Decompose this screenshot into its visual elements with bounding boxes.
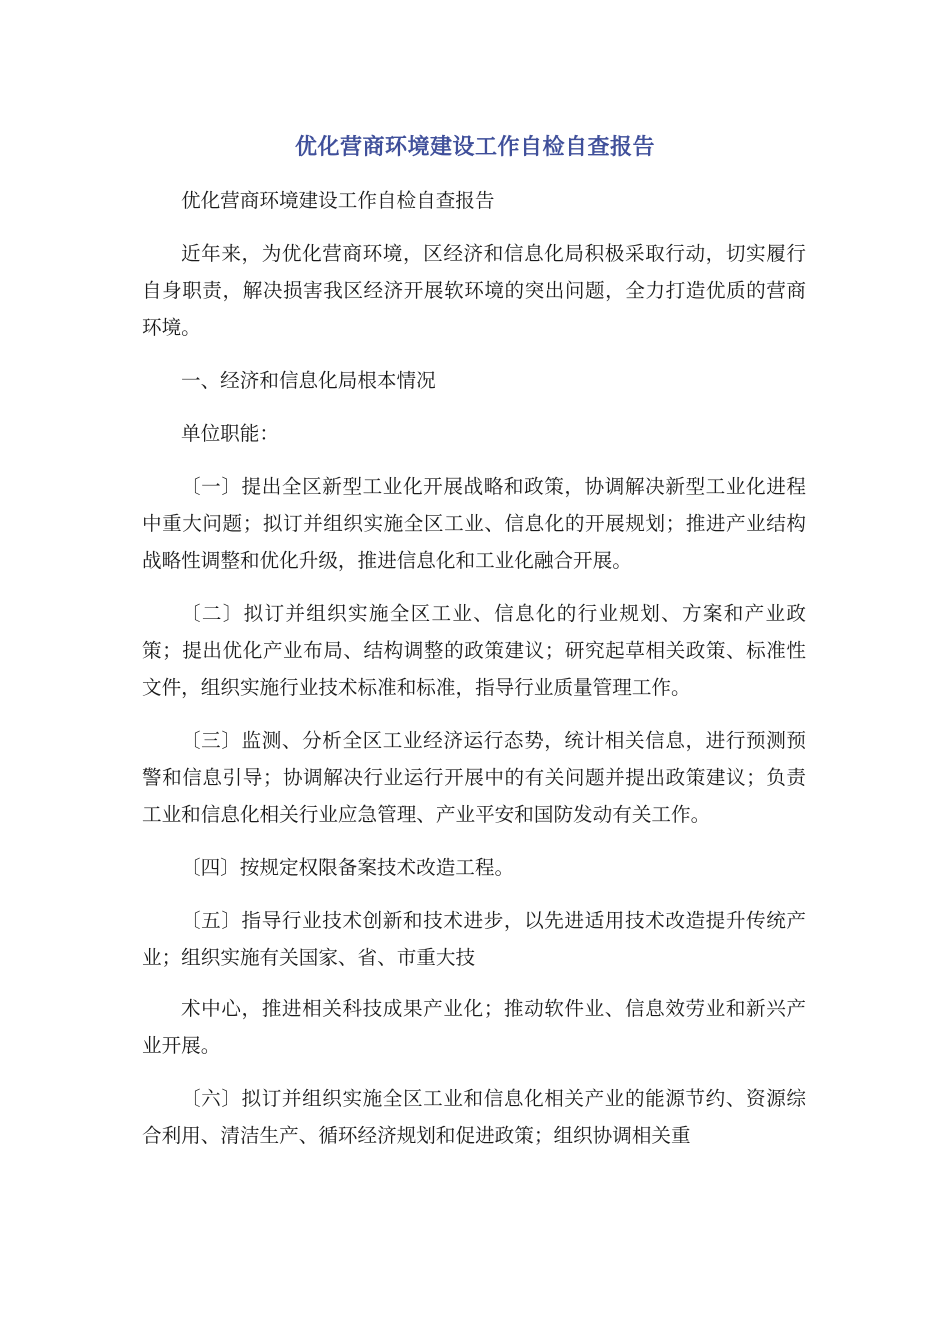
document-title: 优化营商环境建设工作自检自查报告: [294, 135, 655, 160]
function-item-4: 〔四〕按规定权限备案技术改造工程。: [181, 856, 515, 879]
section-heading: 一、经济和信息化局根本情况: [181, 369, 436, 392]
function-item-2: 〔二〕拟订并组织实施全区工业、信息化的行业规划、方案和产业政策；提出优化产业布局、结构调整的政策建议；研究起草相关政策、标准性文件，组织实施行业技术标准和标准，指导行业质量管理工作。: [142, 602, 806, 699]
function-item-5: 〔五〕指导行业技术创新和技术进步，以先进适用技术改造提升传统产业；组织实施有关国家、省、市重大技: [142, 909, 806, 969]
function-item-1: 〔一〕提出全区新型工业化开展战略和政策，协调解决新型工业化进程中重大问题；拟订并组织实施全区工业、信息化的开展规划；推进产业结构战略性调整和优化升级，推进信息化和工业化融合开展。: [142, 475, 806, 572]
function-item-3: 〔三〕监测、分析全区工业经济运行态势，统计相关信息，进行预测预警和信息引导；协调解决行业运行开展中的有关问题并提出政策建议；负责工业和信息化相关行业应急管理、产业平安和国防发动有关工作。: [142, 729, 806, 826]
intro-paragraph: 近年来，为优化营商环境，区经济和信息化局积极采取行动，切实履行自身职责，解决损害我区经济开展软环境的突出问题，全力打造优质的营商环境。: [142, 242, 806, 339]
subtitle-paragraph: 优化营商环境建设工作自检自查报告: [181, 189, 495, 212]
document-body: [142, 182, 806, 1170]
function-item-6: 〔六〕拟订并组织实施全区工业和信息化相关产业的能源节约、资源综合利用、清洁生产、循环经济规划和促进政策；组织协调相关重: [142, 1087, 806, 1147]
unit-functions-label: 单位职能：: [181, 422, 279, 445]
function-item-5-continued: 术中心，推进相关科技成果产业化；推动软件业、信息效劳业和新兴产业开展。: [142, 997, 806, 1057]
